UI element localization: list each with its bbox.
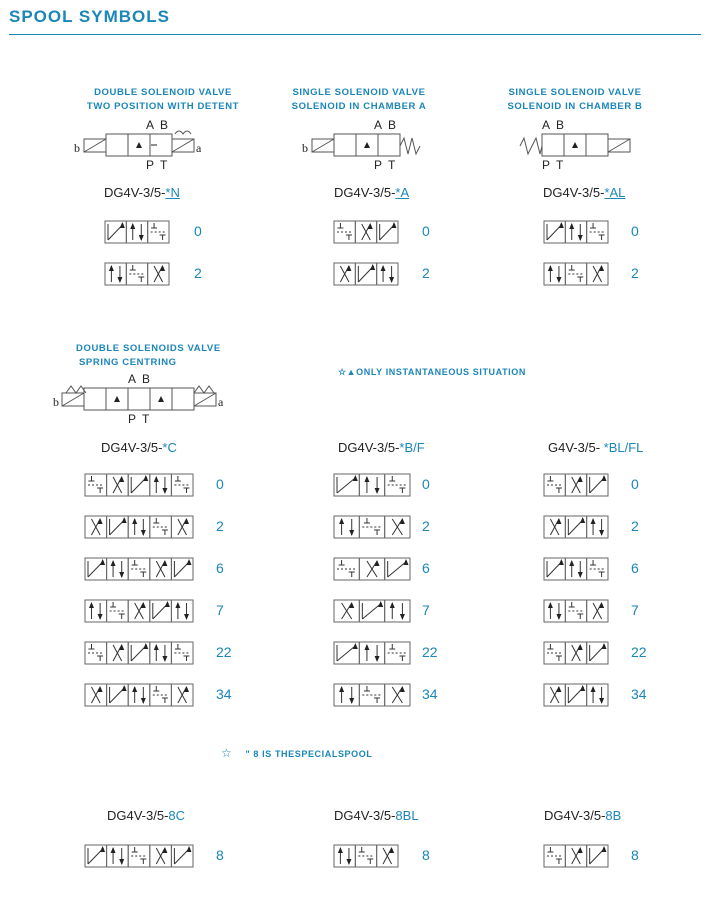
valve-symbol-single-b	[512, 114, 652, 174]
port-A: A	[146, 118, 155, 132]
title-divider	[9, 34, 701, 35]
spool-number: 8	[422, 847, 430, 863]
port-P: P	[146, 158, 155, 172]
valve-symbol-spring-centring	[50, 368, 230, 428]
port-P: P	[128, 412, 137, 426]
port-P: P	[374, 158, 383, 172]
spool-number: 7	[216, 602, 224, 618]
model-code: DG4V-3/5-8B	[544, 808, 622, 823]
spool-number: 2	[631, 518, 639, 534]
spool-symbol	[333, 844, 399, 873]
model-code: DG4V-3/5-*N	[104, 185, 180, 200]
section-caption	[76, 342, 221, 370]
port-b: b	[74, 141, 80, 155]
port-B: B	[556, 118, 565, 132]
spool-number: 22	[631, 644, 647, 660]
special-note	[221, 746, 372, 760]
spool-symbol	[333, 262, 399, 291]
special-note-text: " 8 IS THESPECIALSPOOL	[245, 749, 373, 759]
spool-number: 0	[422, 476, 430, 492]
caption-line: TWO POSITION WITH DETENT	[86, 101, 240, 112]
spool-number: 8	[631, 847, 639, 863]
spool-symbol	[333, 515, 411, 544]
model-code: DG4V-3/5-8BL	[334, 808, 419, 823]
spool-number: 34	[216, 686, 232, 702]
section-caption	[284, 86, 434, 114]
spool-number: 0	[631, 476, 639, 492]
spool-symbol	[543, 683, 609, 712]
spool-number: 6	[216, 560, 224, 576]
model-code: DG4V-3/5-*C	[101, 440, 177, 455]
model-code: DG4V-3/5-*B/F	[338, 440, 425, 455]
section-caption	[78, 86, 248, 114]
spool-symbol	[543, 599, 609, 628]
page-title: SPOOL SYMBOLS	[9, 7, 170, 26]
spool-symbol	[543, 473, 609, 502]
spool-number: 2	[422, 265, 430, 281]
spool-number: 2	[194, 265, 202, 281]
spool-symbol	[84, 683, 194, 712]
spool-symbol	[543, 262, 609, 291]
port-T: T	[142, 412, 150, 426]
spool-number: 22	[216, 644, 232, 660]
spool-number: 2	[216, 518, 224, 534]
spool-symbol	[333, 641, 411, 670]
spool-symbol	[333, 557, 411, 586]
spool-symbol	[333, 599, 411, 628]
model-code: DG4V-3/5-*AL	[543, 185, 626, 200]
caption-line: SINGLE SOLENOID VALVE	[508, 87, 642, 98]
spool-number: 0	[422, 223, 430, 239]
spool-symbol	[104, 262, 170, 291]
instantaneous-note: ☆▲ONLY INSTANTANEOUS SITUATION	[338, 367, 526, 377]
spool-symbol	[543, 557, 609, 586]
spool-number: 0	[631, 223, 639, 239]
model-code: DG4V-3/5-*A	[334, 185, 410, 200]
spool-symbol	[543, 515, 609, 544]
caption-line: DOUBLE SOLENOID VALVE	[94, 87, 232, 98]
spool-number: 2	[631, 265, 639, 281]
caption-line: SOLENOID IN CHAMBER B	[507, 101, 643, 112]
spool-number: 7	[422, 602, 430, 618]
spool-number: 8	[216, 847, 224, 863]
model-code: DG4V-3/5-8C	[107, 808, 186, 823]
spool-symbol	[84, 557, 194, 586]
port-P: P	[542, 158, 551, 172]
port-b: b	[53, 395, 59, 409]
spool-symbol	[333, 473, 411, 502]
spool-number: 34	[631, 686, 647, 702]
spool-number: 6	[422, 560, 430, 576]
spool-symbol	[333, 683, 411, 712]
port-A: A	[128, 372, 137, 386]
port-a: a	[196, 141, 202, 155]
port-b: b	[302, 141, 308, 155]
spool-symbol	[84, 844, 194, 873]
valve-symbol-double-detent	[70, 114, 220, 174]
port-B: B	[142, 372, 151, 386]
spool-number: 34	[422, 686, 438, 702]
port-T: T	[388, 158, 396, 172]
port-A: A	[542, 118, 551, 132]
caption-line: SINGLE SOLENOID VALVE	[292, 87, 426, 98]
caption-line: SOLENOID IN CHAMBER A	[291, 101, 427, 112]
spool-symbol	[104, 220, 170, 249]
spool-symbol	[84, 473, 194, 502]
port-B: B	[160, 118, 169, 132]
spool-number: 7	[631, 602, 639, 618]
valve-symbol-single-a	[298, 114, 438, 174]
spool-symbol	[333, 220, 399, 249]
spool-number: 22	[422, 644, 438, 660]
port-A: A	[374, 118, 383, 132]
section-caption	[500, 86, 650, 114]
port-T: T	[160, 158, 168, 172]
port-B: B	[388, 118, 397, 132]
spool-symbol	[84, 515, 194, 544]
spool-number: 0	[194, 223, 202, 239]
spool-symbol	[543, 844, 609, 873]
spool-number: 6	[631, 560, 639, 576]
caption-line: DOUBLE SOLENOIDS VALVE	[76, 343, 221, 354]
caption-line: SPRING CENTRING	[79, 357, 177, 368]
port-T: T	[556, 158, 564, 172]
spool-symbol	[543, 641, 609, 670]
spool-number: 2	[422, 518, 430, 534]
spool-symbol	[84, 599, 194, 628]
spool-symbol	[543, 220, 609, 249]
spool-symbol	[84, 641, 194, 670]
port-a: a	[218, 395, 224, 409]
model-code: G4V-3/5- *BL/FL	[548, 440, 644, 455]
spool-number: 0	[216, 476, 224, 492]
star-icon: ☆	[221, 746, 233, 760]
